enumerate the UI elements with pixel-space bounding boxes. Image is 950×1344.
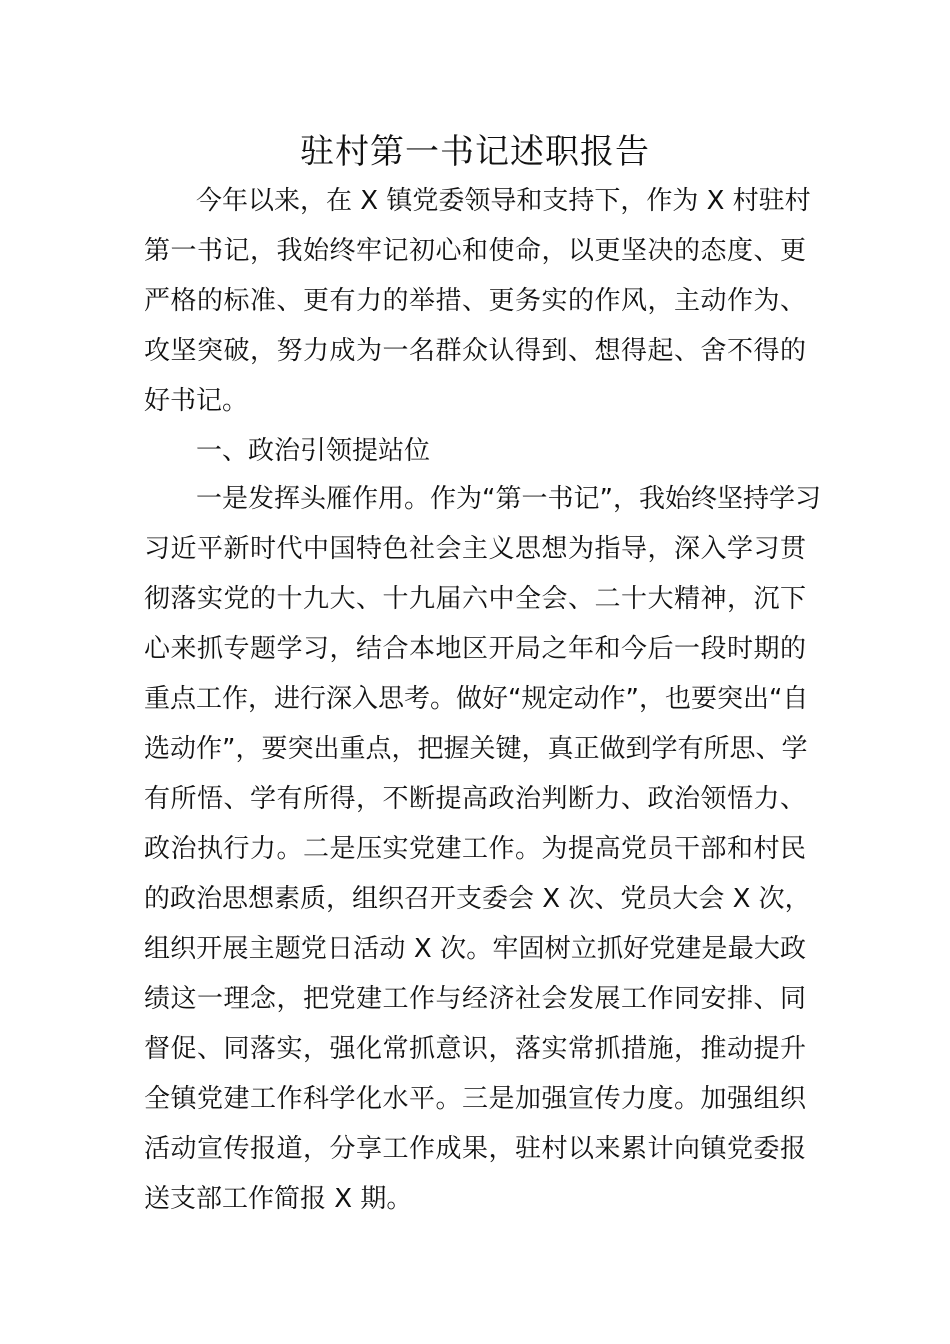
paragraph-2-line-1: 一是发挥头雁作用。作为“第一书记”，我始终坚持学习 (196, 484, 821, 514)
document-title: 驻村第一书记述职报告 (300, 132, 650, 172)
paragraph-2-line-4: 心来抓专题学习，结合本地区开局之年和今后一段时期的 (144, 634, 806, 664)
paragraph-1-line-2: 第一书记，我始终牢记初心和使命，以更坚决的态度、更 (144, 236, 806, 266)
paragraph-2-line-7: 有所悟、学有所得，不断提高政治判断力、政治领悟力、 (144, 784, 806, 814)
paragraph-2-line-14: 活动宣传报道，分享工作成果，驻村以来累计向镇党委报 (144, 1134, 806, 1164)
paragraph-2-line-13: 全镇党建工作科学化水平。三是加强宣传力度。加强组织 (144, 1084, 806, 1114)
paragraph-2-line-5: 重点工作，进行深入思考。做好“规定动作”，也要突出“自 (144, 684, 809, 714)
paragraph-2-line-6: 选动作”，要突出重点，把握关键，真正做到学有所思、学 (144, 734, 808, 764)
paragraph-2-line-9: 的政治思想素质，组织召开支委会 X 次、党员大会 X 次， (144, 884, 811, 914)
paragraph-1-line-1: 今年以来，在 X 镇党委领导和支持下，作为 X 村驻村 (196, 186, 811, 216)
paragraph-2-line-8: 政治执行力。二是压实党建工作。为提高党员干部和村民 (144, 834, 806, 864)
paragraph-2-line-12: 督促、同落实，强化常抓意识，落实常抓措施，推动提升 (144, 1034, 806, 1064)
paragraph-1-line-5: 好书记。 (144, 386, 249, 416)
paragraph-2-line-11: 绩这一理念，把党建工作与经济社会发展工作同安排、同 (144, 984, 806, 1014)
paragraph-2-line-3: 彻落实党的十九大、十九届六中全会、二十大精神，沉下 (144, 584, 806, 614)
paragraph-2-line-10: 组织开展主题党日活动 X 次。牢固树立抓好党建是最大政 (144, 934, 806, 964)
paragraph-1-line-4: 攻坚突破，努力成为一名群众认得到、想得起、舍不得的 (144, 336, 806, 366)
paragraph-1-line-3: 严格的标准、更有力的举措、更务实的作风，主动作为、 (144, 286, 806, 316)
paragraph-2-line-15: 送支部工作简报 X 期。 (144, 1184, 413, 1214)
section-heading: 一、政治引领提站位 (196, 436, 431, 466)
paragraph-2-line-2: 习近平新时代中国特色社会主义思想为指导，深入学习贯 (144, 534, 806, 564)
